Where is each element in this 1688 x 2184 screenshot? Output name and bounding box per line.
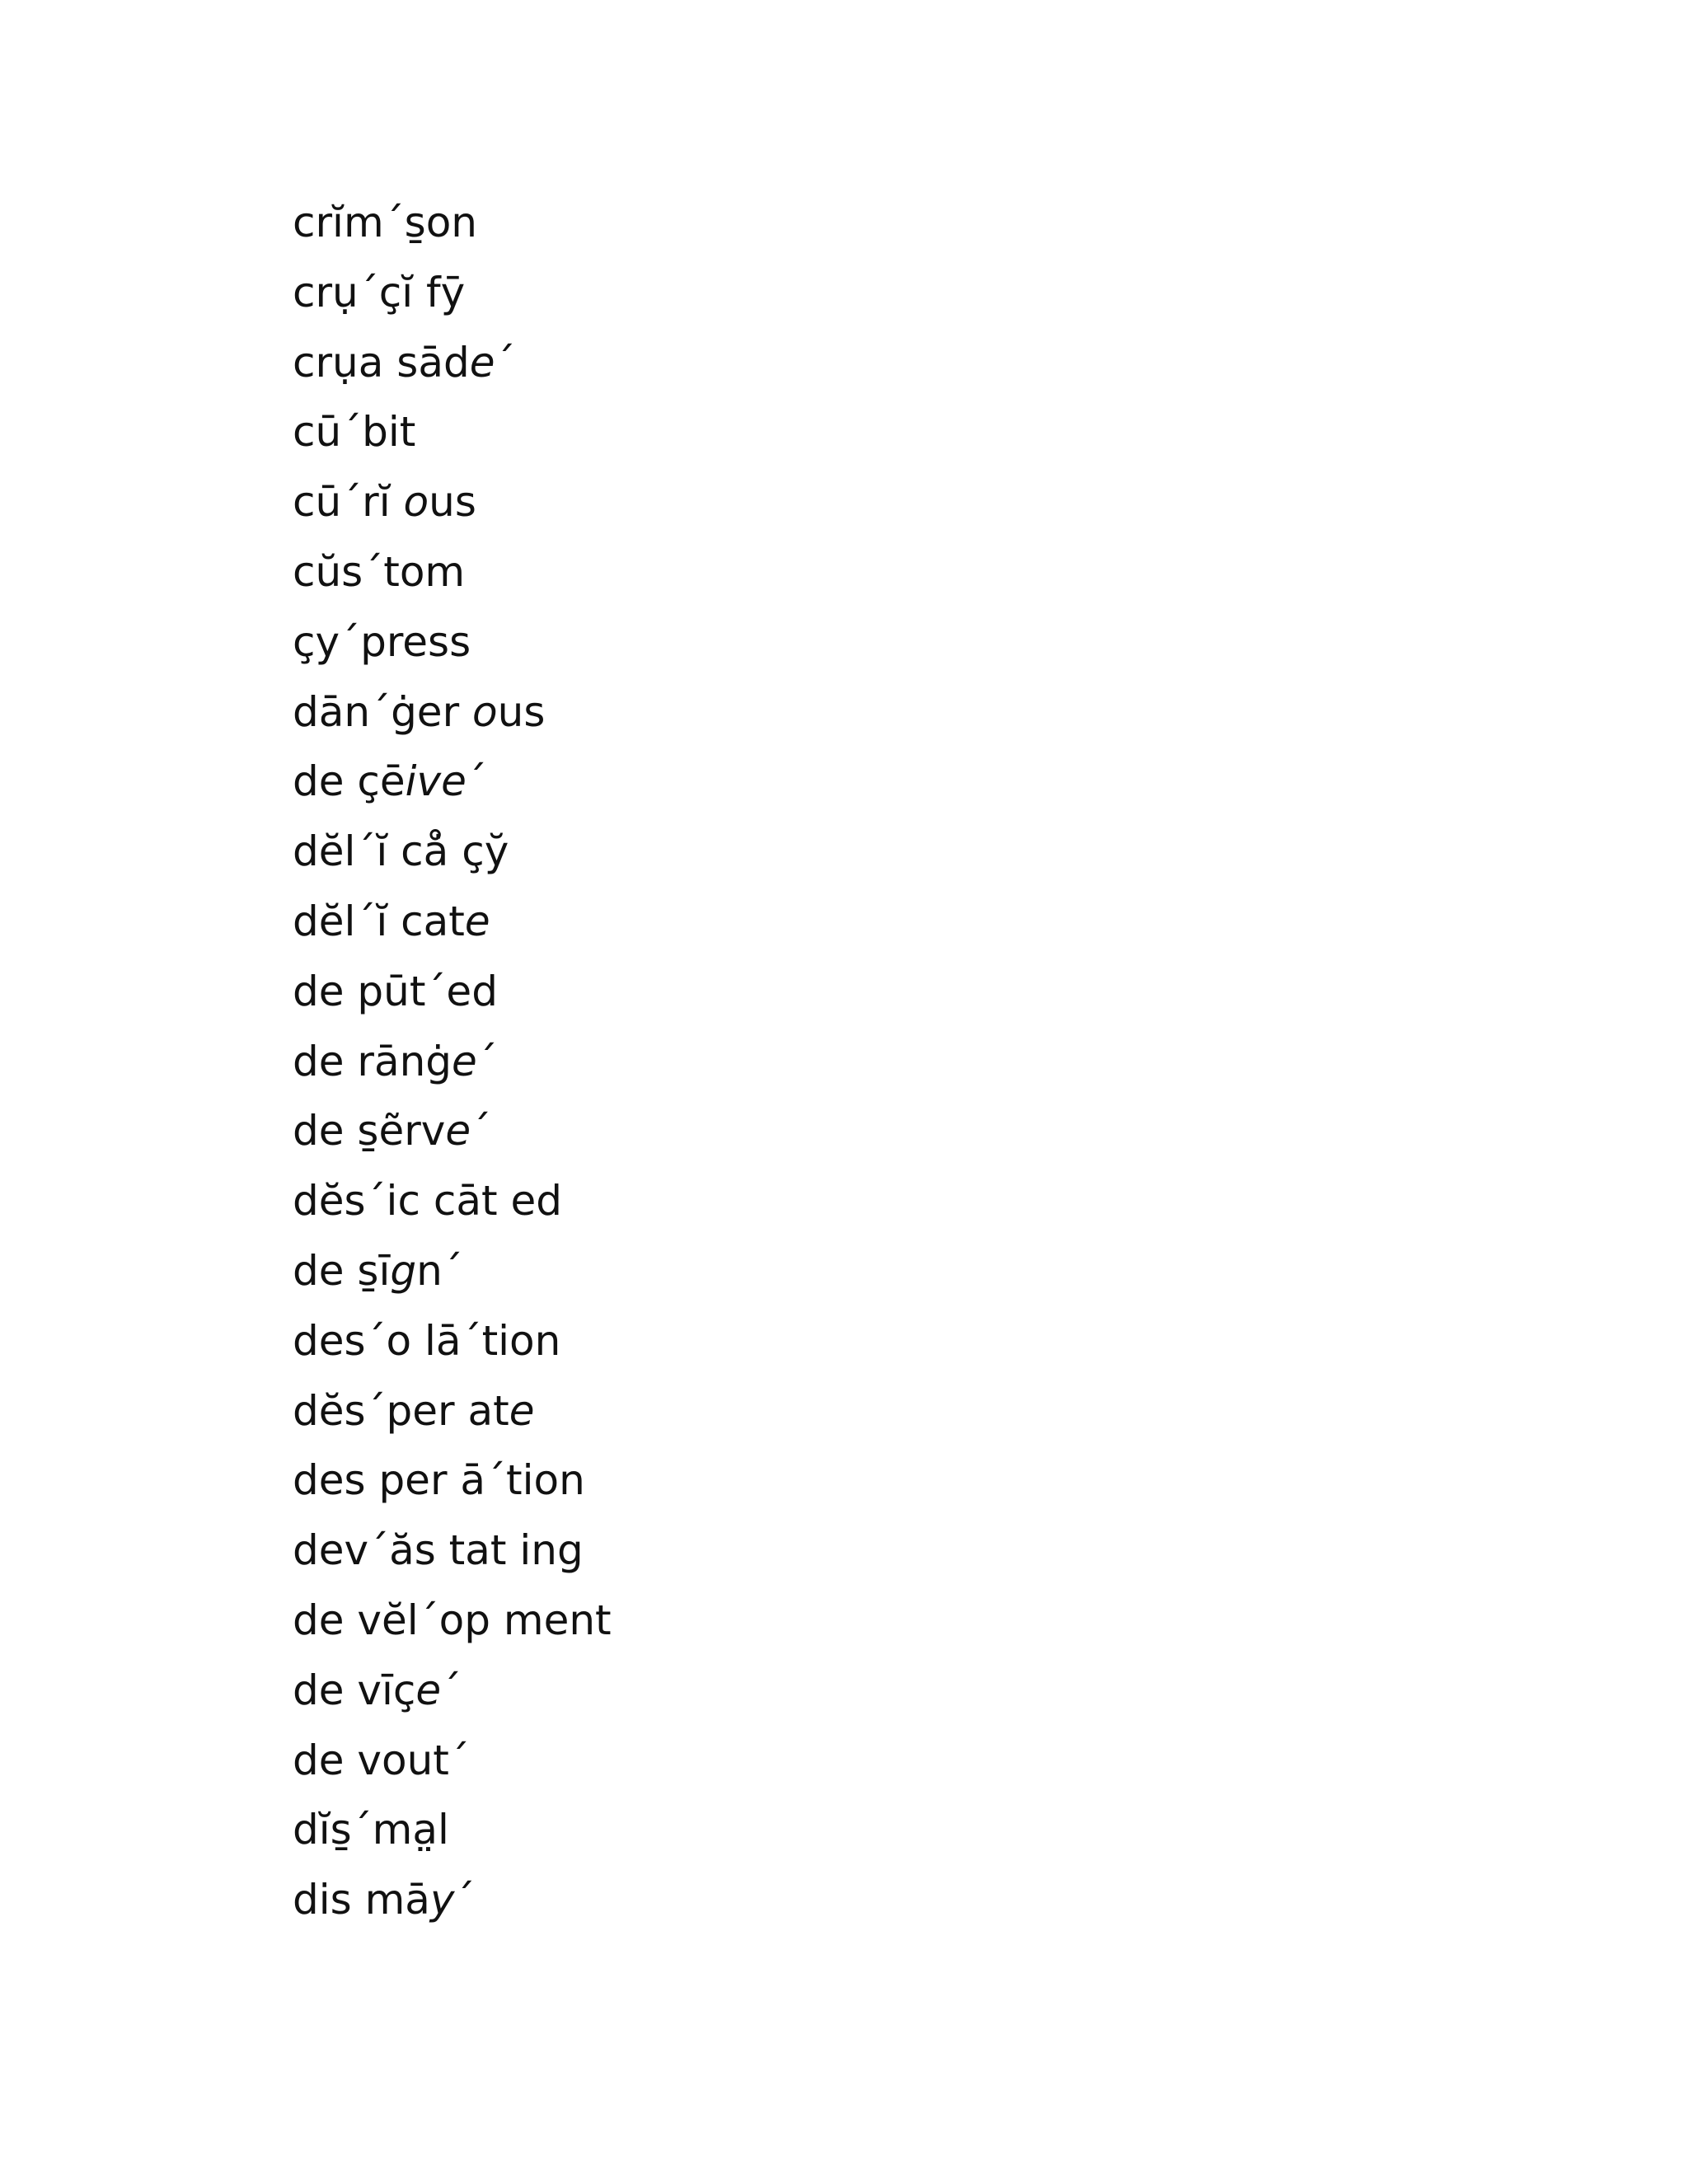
silent-letters: o: [472, 687, 498, 736]
word-list: [293, 196, 612, 1943]
list-item: dĕs´per ate: [293, 1386, 535, 1435]
list-item: des´o lā´tion: [293, 1316, 561, 1365]
list-item: de pūt´ed: [293, 967, 498, 1015]
list-item: de vout´: [293, 1736, 470, 1784]
list-item: de s̱ẽrve´: [293, 1107, 492, 1155]
list-item: crĭm´s̱on: [293, 199, 477, 246]
silent-letters: e: [415, 1666, 442, 1714]
list-item: de vĕl´op ment: [293, 1596, 612, 1644]
list-item: dev´ăs tat ing: [293, 1526, 584, 1575]
silent-letters: e: [469, 338, 495, 387]
silent-letters: e: [445, 1107, 471, 1155]
list-item: çy´press: [293, 617, 471, 666]
list-item: dĕl´ĭ cate: [293, 897, 490, 945]
silent-letters: ive: [405, 757, 467, 806]
silent-letters: e: [509, 1386, 535, 1435]
silent-letters: y: [429, 1876, 455, 1924]
list-item: dĕl´ĭ cå̇ çy̆: [293, 827, 509, 876]
list-item: de rānġe´: [293, 1037, 498, 1085]
list-item: dĭs̱´ma̤l: [293, 1806, 449, 1854]
list-item: dĕs´ic cāt ed: [293, 1177, 562, 1226]
silent-letters: g: [390, 1246, 417, 1295]
list-item: crụ´çĭ fȳ: [293, 268, 466, 316]
list-item: crụa sāde´: [293, 338, 516, 387]
list-item: de çēive´: [293, 757, 487, 806]
list-item: dān´ġer ous: [293, 687, 546, 736]
silent-letters: e: [464, 897, 490, 945]
list-item: de s̱īgn´: [293, 1246, 463, 1295]
list-item: dis māy´: [293, 1876, 476, 1924]
silent-letters: e: [452, 1037, 477, 1085]
list-item: cū´rĭ ous: [293, 478, 476, 527]
list-item: cū´bit: [293, 408, 416, 457]
list-item: des per ā´tion: [293, 1456, 585, 1505]
list-item: de vīçe´: [293, 1666, 462, 1714]
list-item: cŭs´tom: [293, 547, 466, 596]
silent-letters: o: [403, 478, 429, 527]
